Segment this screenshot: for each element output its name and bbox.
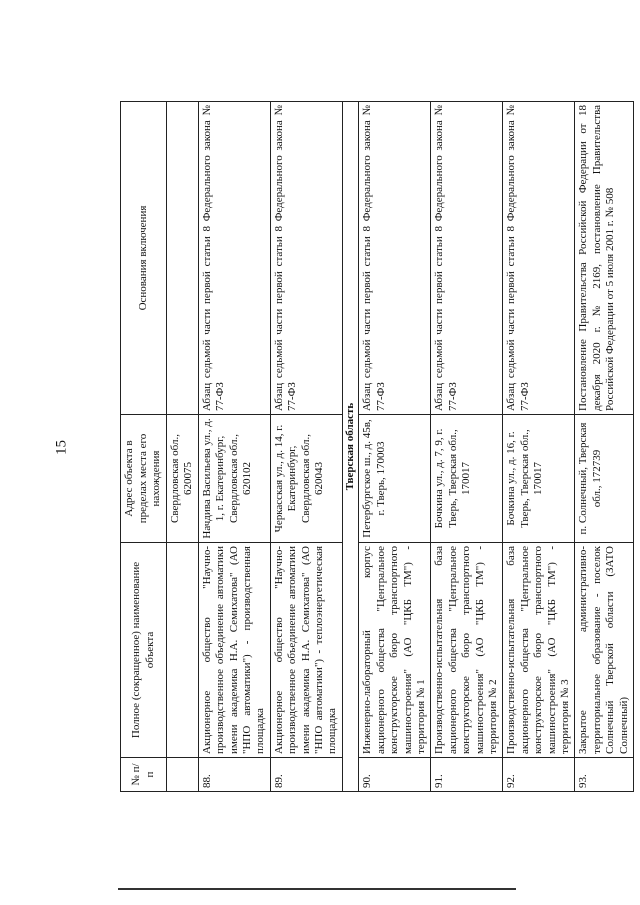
cell-name: Производственно-испытательная база акционерного общества "Центральное конструкторское бюро транспортного машиностроения" (АО "ЦКБ ТМ") - территория № 2 — [431, 543, 503, 758]
cell-basis: Абзац седьмой части первой статьи 8 Федерального закона № 77-ФЗ — [431, 102, 503, 415]
cell-num: 91. — [431, 758, 503, 792]
cell-basis: Абзац седьмой части первой статьи 8 Федерального закона № 77-ФЗ — [198, 102, 270, 415]
cell-empty — [167, 543, 199, 758]
table-row — [503, 102, 575, 792]
table-row — [575, 102, 634, 792]
cell-address: Бочкина ул., д. 7, 9, г. Тверь, Тверская обл., 170017 — [431, 415, 503, 543]
header-address: Адрес объекта в пределах места его нахождения — [121, 415, 167, 543]
cell-basis: Абзац седьмой части первой статьи 8 Федерального закона № 77-ФЗ — [270, 102, 342, 415]
table-row — [270, 102, 342, 792]
table-row-continuation — [167, 102, 199, 792]
cell-address: Начдива Васильева ул., д. 1, г. Екатеринбург, Свердловская обл., 620102 — [198, 415, 270, 543]
cell-empty — [167, 102, 199, 415]
cell-num: 90. — [359, 758, 431, 792]
region-row — [342, 102, 358, 792]
cell-address: Петербургское ш., д. 45в, г. Тверь, 170003 — [359, 415, 431, 543]
cell-num: 89. — [270, 758, 342, 792]
cell-basis: Постановление Правительства Российской Федерации от 18 декабря 2020 г. № 2169, постановление Правительства Российской Федерации от 5 июля 2001 г. № 508 — [575, 102, 634, 415]
cell-name: Акционерное общество "Научно-производственное объединение автоматики имени академика Н.А. Семихатова" (АО "НПО автоматики") - теплоэнергетическая площадка — [270, 543, 342, 758]
cell-basis: Абзац седьмой части первой статьи 8 Федерального закона № 77-ФЗ — [503, 102, 575, 415]
region-title: Тверская область — [342, 102, 358, 792]
cell-address: п. Солнечный, Тверская обл., 172739 — [575, 415, 634, 543]
header-num: № п/п — [121, 758, 167, 792]
cell-num: 88. — [198, 758, 270, 792]
page-number: 15 — [53, 440, 70, 455]
cell-name: Акционерное общество "Научно-производственное объединение автоматики имени академика Н.А. Семихатова" (АО "НПО автоматики") - производственная площадка — [198, 543, 270, 758]
bottom-rule — [118, 888, 516, 890]
table-row — [198, 102, 270, 792]
cell-num: 93. — [575, 758, 634, 792]
cell-address: Свердловская обл., 620075 — [167, 415, 199, 543]
table-row — [431, 102, 503, 792]
rotated-page — [120, 102, 630, 792]
cell-address: Бочкина ул., д. 16, г. Тверь, Тверская обл., 170017 — [503, 415, 575, 543]
cell-name: Производственно-испытательная база акционерного общества "Центральное конструкторское бюро транспортного машиностроения" (АО "ЦКБ ТМ") - территория № 3 — [503, 543, 575, 758]
cell-basis: Абзац седьмой части первой статьи 8 Федерального закона № 77-ФЗ — [359, 102, 431, 415]
cell-name: Инженерно-лабораторный корпус акционерного общества "Центральное конструкторское бюро транспортного машиностроения" (АО "ЦКБ ТМ") - территория № 1 — [359, 543, 431, 758]
cell-num: 92. — [503, 758, 575, 792]
table-header-row — [121, 102, 167, 792]
header-basis: Основания включения — [121, 102, 167, 415]
cell-empty — [167, 758, 199, 792]
cell-address: Черкасская ул., д. 14, г. Екатеринбург, Свердловская обл., 620043 — [270, 415, 342, 543]
objects-table — [120, 101, 634, 792]
table-row — [359, 102, 431, 792]
cell-name: Закрытое административно-территориальное образование - поселок Солнечный Тверской области (ЗАТО Солнечный) — [575, 543, 634, 758]
header-name: Полное (сокращенное) наименование объекта — [121, 543, 167, 758]
